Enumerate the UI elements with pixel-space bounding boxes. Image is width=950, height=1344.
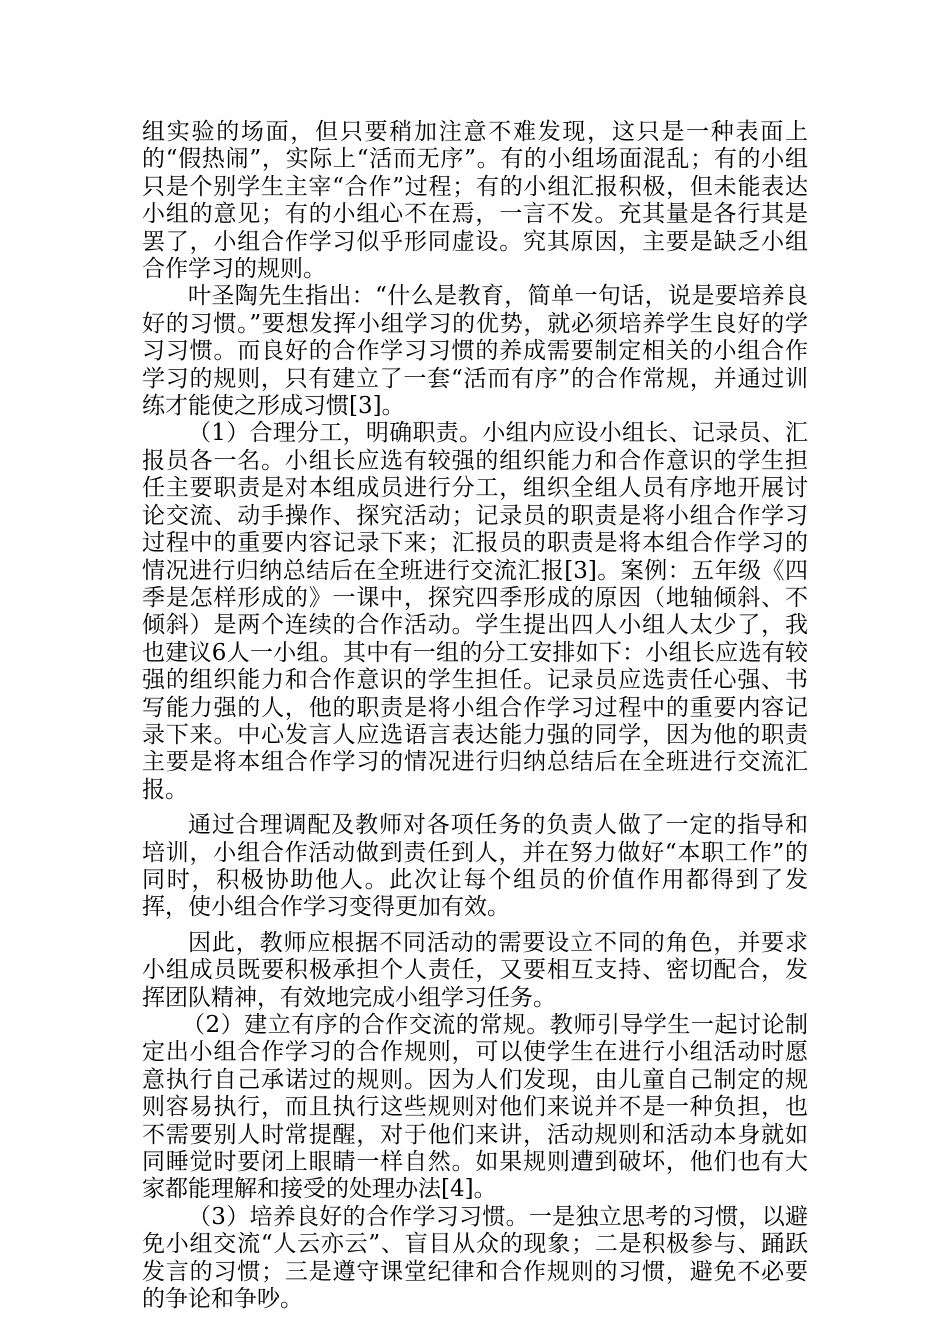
- paragraph-orderly-rules: （2）建立有序的合作交流的常规。教师引导学生一起讨论制定出小组合作学习的合作规则，可以使学生在进行小组活动时愿意执行自己承诺过的规则。因为人们发现，由儿童自己制定的规则容易执行，而且执行这些规则对他们来说并不是一种负担，也不需要别人时常提醒，对于他们来讲，活动规则和活动本身就如同睡觉时要闭上眼睛一样自然。如果规则遭到破坏，他们也有大家都能理解和接受的处理办法[4]。: [142, 1012, 808, 1203]
- paragraph-intro-continuation: 组实验的场面，但只要稍加注意不难发现，这只是一种表面上的“假热闹”，实际上“活而无序”。有的小组场面混乱；有的小组只是个别学生主宰“合作”过程；有的小组汇报积极，但未能表达小组的意见；有的小组心不在焉，一言不发。充其量是各行其是罢了，小组合作学习似乎形同虚设。究其原因，主要是缺乏小组合作学习的规则。: [142, 119, 808, 283]
- paragraph-reasonable-allocation: 通过合理调配及教师对各项任务的负责人做了一定的指导和培训，小组合作活动做到责任到人，并在努力做好“本职工作”的同时，积极协助他人。此次让每个组员的价值作用都得到了发挥，使小组合作学习变得更加有效。: [142, 812, 808, 921]
- paragraph-good-habits: （3）培养良好的合作学习习惯。一是独立思考的习惯，以避免小组交流“人云亦云”、盲目从众的现象；二是积极参与、踊跃发言的习惯；三是遵守课堂纪律和合作规则的习惯，避免不必要的争论和争吵。: [142, 1203, 808, 1313]
- document-body: [142, 119, 808, 1313]
- paragraph-division-of-labor: （1）合理分工，明确职责。小组内应设小组长、记录员、汇报员各一名。小组长应选有较强的组织能力和合作意识的学生担任主要职责是对本组成员进行分工，组织全组人员有序地开展讨论交流、动手操作、探究活动；记录员的职责是将小组合作学习过程中的重要内容记录下来；汇报员的职责是将本组合作学习的情况进行归纳总结后在全班进行交流汇报[3]。案例：五年级《四季是怎样形成的》一课中，探究四季形成的原因（地轴倾斜、不倾斜）是两个连续的合作活动。学生提出四人小组人太少了，我也建议6人一小组。其中有一组的分工安排如下：小组长应选有较强的组织能力和合作意识的学生担任。记录员应选责任心强、书写能力强的人，他的职责是将小组合作学习过程中的重要内容记录下来。中心发言人应选语言表达能力强的同学，因为他的职责主要是将本组合作学习的情况进行归纳总结后在全班进行交流汇报。: [142, 420, 808, 803]
- paragraph-therefore: 因此，教师应根据不同活动的需要设立不同的角色，并要求小组成员既要积极承担个人责任，又要相互支持、密切配合，发挥团队精神，有效地完成小组学习任务。: [142, 929, 808, 1011]
- paragraph-ye-shengtao-quote: 叶圣陶先生指出：“什么是教育，简单一句话，说是要培养良好的习惯。”要想发挥小组学习的优势，就必须培养学生良好的学习习惯。而良好的合作学习习惯的养成需要制定相关的小组合作学习的规则，只有建立了一套“活而有序”的合作常规，并通过训练才能使之形成习惯[3]。: [142, 283, 808, 420]
